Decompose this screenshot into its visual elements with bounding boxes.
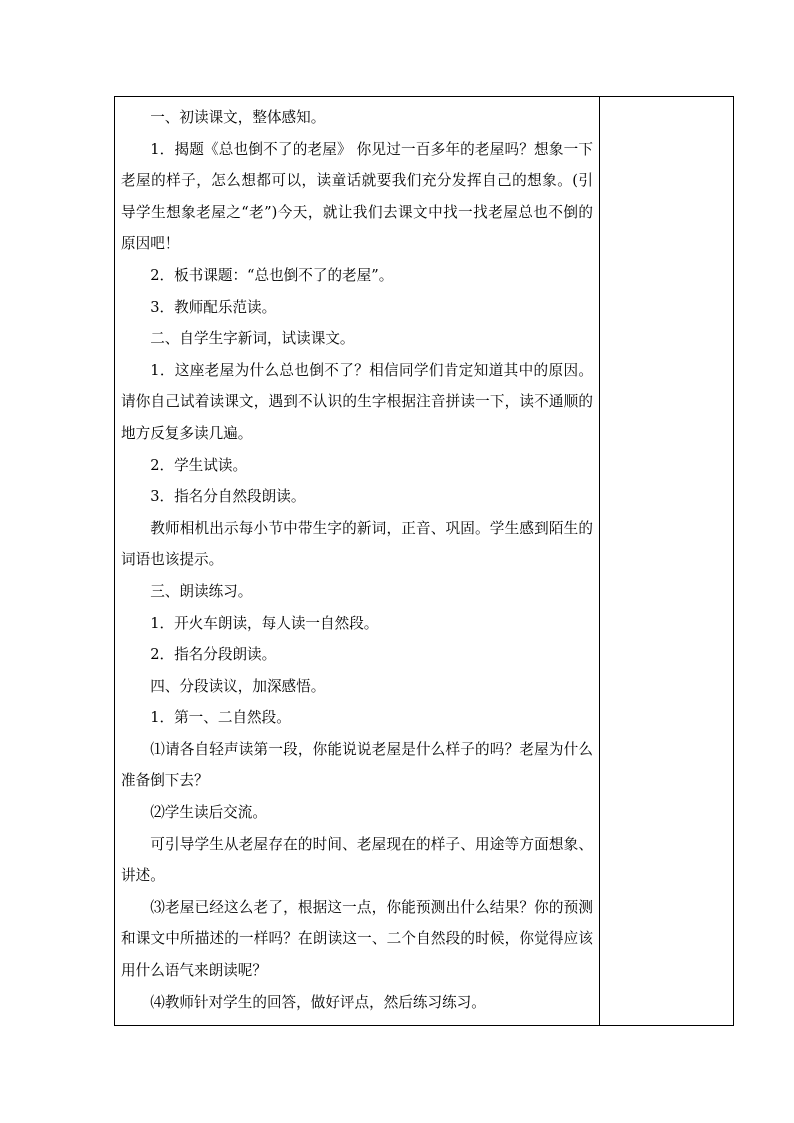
paragraph: 2．板书课题：“总也倒不了的老屋”。 [150, 266, 394, 284]
paragraph: 教师相机出示每小节中带生字的新词，正音、巩固。学生感到陌生的词语也该提示。 [121, 519, 593, 569]
lesson-plan-table [114, 96, 734, 1026]
paragraph: 1．第一、二自然段。 [150, 709, 291, 727]
paragraph: 1．揭题《总也倒不了的老屋》 你见过一百多年的老屋吗？想象一下老屋的样子，怎么想都可以，读童话就要我们充分发挥自己的想象。(引导学生想象老屋之“老”)今天，就让我们去课文中找一找老屋总也不倒的原因吧！ [121, 140, 593, 253]
paragraph: 2．指名分段朗读。 [150, 646, 277, 664]
paragraph: 3．教师配乐范读。 [150, 298, 277, 316]
paragraph: 2．学生试读。 [150, 456, 248, 474]
section-heading: 四、分段读议，加深感悟。 [150, 677, 326, 695]
paragraph: ⑷教师针对学生的回答，做好评点，然后练习练习。 [150, 993, 486, 1011]
section-heading: 三、朗读练习。 [150, 582, 253, 600]
paragraph: 1．开火车朗读，每人读一自然段。 [150, 614, 379, 632]
paragraph: 1．这座老屋为什么总也倒不了？相信同学们肯定知道其中的原因。请你自己试着读课文，遇到不认识的生字根据注音拼读一下，读不通顺的地方反复多读几遍。 [121, 361, 593, 442]
lesson-content-cell [115, 97, 600, 1025]
section-heading: 二、自学生字新词，试读课文。 [150, 330, 355, 348]
paragraph: 可引导学生从老屋存在的时间、老屋现在的样子、用途等方面想象、讲述。 [121, 835, 593, 885]
paragraph: ⑵学生读后交流。 [150, 804, 267, 822]
notes-cell [600, 97, 733, 1025]
section-heading: 一、初读课文，整体感知。 [150, 109, 326, 126]
paragraph: ⑶老屋已经这么老了，根据这一点，你能预测出什么结果？你的预测和课文中所描述的一样吗？在朗读这一、二个自然段的时候，你觉得应该用什么语气来朗读呢？ [121, 898, 593, 980]
paragraph: 3．指名分自然段朗读。 [150, 488, 306, 506]
paragraph: ⑴请各自轻声读第一段，你能说说老屋是什么样子的吗？老屋为什么准备倒下去？ [121, 740, 593, 790]
